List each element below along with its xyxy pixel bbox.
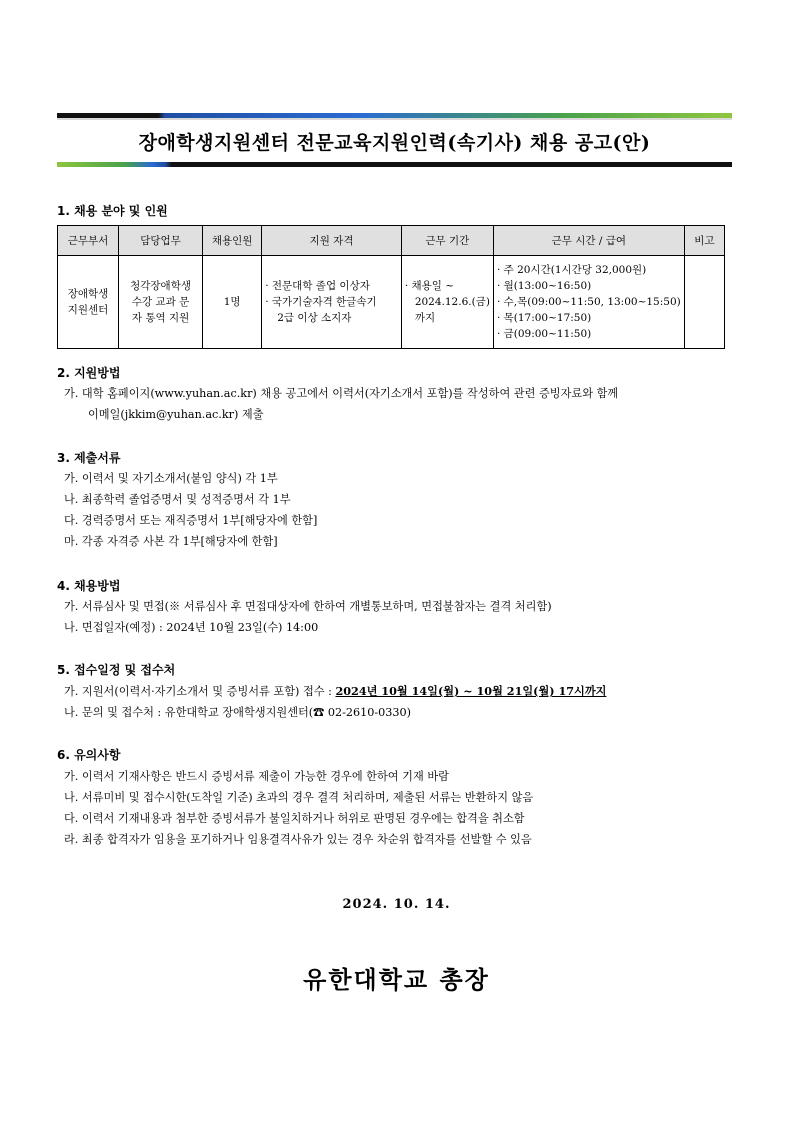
header-hours-pay: 근무 시간 / 급여 [493, 226, 684, 256]
document-item: 마. 각종 자격증 사본 각 1부[해당자에 한함] [64, 535, 278, 548]
section-5-heading: 5. 접수일정 및 접수처 [57, 663, 176, 677]
header-qualification: 지원 자격 [262, 226, 402, 256]
duty-line: 청각장애학생 [130, 280, 191, 292]
header-note: 비고 [684, 226, 724, 256]
header-count: 채용인원 [203, 226, 262, 256]
header-duty: 담당업무 [119, 226, 203, 256]
qual-line: 2급 이상 소지자 [277, 312, 352, 324]
cell-qualification [262, 256, 402, 349]
hours-line: · 월(13:00~16:50) [496, 280, 592, 292]
period-line: 까지 [414, 312, 436, 324]
document-item: 나. 최종학력 졸업증명서 및 성적증명서 각 1부 [64, 493, 291, 506]
dept-line: 지원센터 [67, 304, 109, 316]
period-line: · 채용일 ~ [404, 280, 455, 292]
cell-note [684, 256, 724, 349]
signature: 유한대학교 총장 [303, 965, 490, 994]
caution-item: 가. 이력서 기재사항은 반드시 증빙서류 제출이 가능한 경우에 한하여 기재 바람 [64, 770, 449, 783]
apply-method-line: 가. 대학 홈페이지(www.yuhan.ac.kr) 채용 공고에서 이력서(자기소개서 포함)를 작성하여 관련 증빙자료와 함께 [64, 387, 619, 400]
recruitment-table [57, 225, 725, 349]
schedule-line [64, 683, 606, 699]
title-box [57, 120, 732, 162]
duty-line: 자 통역 지원 [131, 312, 190, 324]
qual-line: · 전문대학 졸업 이상자 [265, 280, 370, 292]
method-item: 나. 면접일자(예정) : 2024년 10월 23일(수) 14:00 [64, 621, 319, 634]
section-2-heading: 2. 지원방법 [57, 366, 121, 380]
method-item: 가. 서류심사 및 면접(※ 서류심사 후 면접대상자에 한하여 개별통보하며, 면접불참자는 결격 처리함) [64, 600, 552, 613]
caution-item: 라. 최종 합격자가 임용을 포기하거나 임용결격사유가 있는 경우 차순위 합격자를 선발할 수 있음 [64, 833, 532, 846]
hours-line: · 목(17:00~17:50) [496, 312, 592, 324]
title-bottom-rule [57, 162, 732, 167]
duty-line: 수강 교과 문 [131, 296, 190, 308]
schedule-prefix: 가. 지원서(이력서·자기소개서 및 증빙서류 포함) 접수 : [64, 685, 336, 698]
apply-method-line: 이메일(jkkim@yuhan.ac.kr) 제출 [88, 408, 264, 421]
document-item: 다. 경력증명서 또는 재직증명서 1부[해당자에 한함] [64, 514, 318, 527]
table-header-row [58, 226, 725, 256]
dept-line: 장애학생 [67, 288, 109, 300]
title-top-rule [57, 113, 732, 118]
hours-line: · 수,목(09:00~11:50, 13:00~15:50) [496, 296, 681, 308]
schedule-deadline: 2024년 10월 14일(월) ~ 10월 21일(월) 17시까지 [335, 684, 607, 698]
caution-item: 다. 이력서 기재내용과 첨부한 증빙서류가 불일치하거나 허위로 판명된 경우에는 합격을 취소함 [64, 812, 525, 825]
header-dept: 근무부서 [58, 226, 119, 256]
section-3-heading: 3. 제출서류 [57, 451, 121, 465]
qual-line: · 국가기술자격 한글속기 [265, 296, 377, 308]
section-4-heading: 4. 채용방법 [57, 579, 121, 593]
contact-line: 나. 문의 및 접수처 : 유한대학교 장애학생지원센터(☎ 02-2610-0330) [64, 706, 412, 719]
caution-item: 나. 서류미비 및 접수시한(도착일 기준) 초과의 경우 결격 처리하며, 제출된 서류는 반환하지 않음 [64, 791, 534, 804]
header-period: 근무 기간 [401, 226, 493, 256]
title-banner [57, 113, 732, 167]
period-line: 2024.12.6.(금) [414, 296, 490, 308]
document-item: 가. 이력서 및 자기소개서(붙임 양식) 각 1부 [64, 472, 278, 485]
hours-line: · 금(09:00~11:50) [496, 328, 592, 340]
page-title: 장애학생지원센터 전문교육지원인력(속기사) 채용 공고(안) [138, 131, 651, 154]
section-1-heading: 1. 채용 분야 및 인원 [57, 204, 168, 218]
section-6-heading: 6. 유의사항 [57, 748, 121, 762]
table-row [58, 256, 725, 349]
cell-period [401, 256, 493, 349]
cell-duty [119, 256, 203, 349]
cell-hours-pay [493, 256, 684, 349]
cell-dept [58, 256, 119, 349]
hours-line: · 주 20시간(1시간당 32,000원) [496, 264, 647, 276]
cell-count: 1명 [203, 256, 262, 349]
notice-date: 2024. 10. 14. [342, 897, 451, 912]
